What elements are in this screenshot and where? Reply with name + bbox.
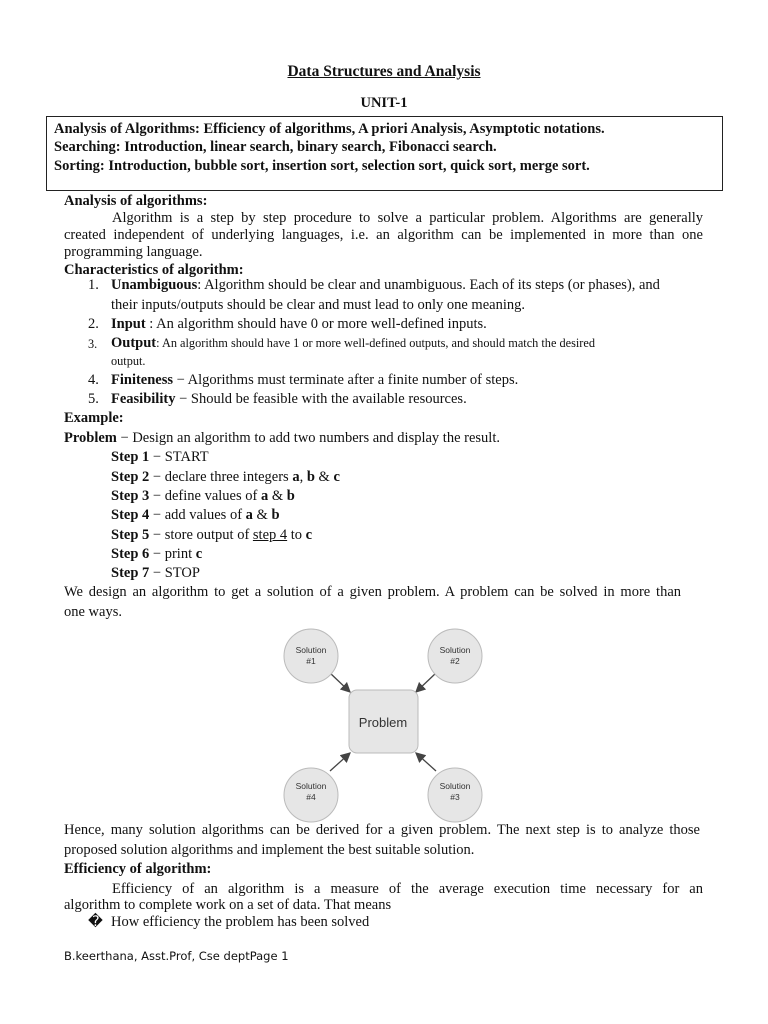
text-span: #1	[306, 656, 316, 666]
text-span: &	[314, 469, 334, 485]
bold-term: b	[306, 469, 315, 485]
text-span: − Algorithms must terminate after a finite number of steps.	[173, 372, 519, 388]
text-span: Solution	[439, 645, 471, 655]
text-span: Solution	[439, 781, 471, 791]
text-span: : An algorithm should have 1 or more well-defined outputs, and should match the desired	[156, 336, 595, 350]
text-span: − Design an algorithm to add two numbers and display the result.	[116, 430, 500, 446]
unit-heading: UNIT-1	[360, 95, 408, 111]
section-heading: Analysis of algorithms:	[64, 193, 208, 209]
list-item-continuation: their inputs/outputs should be clear and must lead to only one meaning.	[111, 297, 525, 313]
text-span: − STOP	[149, 565, 200, 581]
list-number: 4.	[88, 372, 99, 388]
paragraph-line: Efficiency of an algorithm is a measure of the average execution time necessary for an	[112, 881, 703, 897]
section-heading: Efficiency of algorithm:	[64, 861, 212, 877]
text-span: − store output of	[149, 527, 253, 543]
bold-term: b	[271, 507, 280, 523]
list-number: 5.	[88, 391, 99, 407]
bold-term: Feasibility	[111, 391, 176, 407]
bold-term: c	[305, 527, 313, 543]
syllabus-box	[46, 116, 723, 191]
bullet-item: How efficiency the problem has been solved	[111, 914, 370, 930]
text-span: Problem	[358, 715, 408, 730]
step	[111, 507, 280, 524]
list-item	[111, 316, 487, 333]
text-span: − START	[149, 449, 209, 465]
arrow	[330, 673, 350, 692]
text-span: : An algorithm should have 0 or more well-defined inputs.	[145, 316, 487, 332]
list-number: 1.	[88, 277, 99, 293]
problem-statement	[64, 430, 500, 447]
bold-term: a	[260, 488, 269, 504]
text-span: #3	[450, 792, 460, 802]
step	[111, 565, 200, 582]
page-footer: B.keerthana, Asst.Prof, Cse deptPage 1	[64, 949, 289, 963]
paragraph-line: We design an algorithm to get a solution of a given problem. A problem can be solved in more than	[64, 584, 681, 600]
solutions-diagram	[270, 625, 500, 825]
syllabus-line: Searching: Introduction, linear search, binary search, Fibonacci search.	[54, 139, 497, 155]
paragraph-line: programming language.	[64, 244, 203, 260]
bold-term: a	[292, 469, 300, 485]
section-heading: Example:	[64, 410, 124, 426]
bold-term: Finiteness	[111, 372, 174, 388]
text-span: − Should be feasible with the available resources.	[175, 391, 467, 407]
list-number: 2.	[88, 316, 99, 332]
bold-term: c	[195, 546, 203, 562]
bold-term: b	[286, 488, 295, 504]
bold-term: Input	[111, 316, 146, 332]
text-span: to	[287, 527, 306, 543]
bold-term: Step 1	[111, 449, 150, 465]
step	[111, 527, 312, 544]
paragraph-line: created independent of underlying languages, i.e. an algorithm can be implemented in more than one	[64, 227, 703, 243]
paragraph-line: Algorithm is a step by step procedure to solve a particular problem. Algorithms are generally	[112, 210, 703, 226]
bold-term: Step 4	[111, 507, 150, 523]
text-span: &	[252, 507, 272, 523]
list-item	[111, 335, 595, 352]
bold-term: Problem	[64, 430, 117, 446]
arrow	[416, 753, 436, 771]
list-item	[111, 391, 467, 408]
bullet-icon: �	[88, 914, 103, 930]
text-span: Solution	[295, 645, 327, 655]
text-span: : Algorithm should be clear and unambiguous. Each of its steps (or phases), and	[197, 277, 660, 293]
bold-term: Step 5	[111, 527, 150, 543]
bold-term: Output	[111, 335, 157, 351]
arrow	[330, 753, 350, 771]
bold-term: c	[333, 469, 340, 485]
text-span: &	[268, 488, 287, 504]
paragraph-line: proposed solution algorithms and implement the best suitable solution.	[64, 842, 475, 858]
paragraph-line: algorithm to complete work on a set of data. That means	[64, 897, 392, 913]
text-span: − print	[149, 546, 196, 562]
text-span: − add values of	[149, 507, 246, 523]
list-item-continuation: output.	[111, 354, 146, 368]
text-span: #4	[306, 792, 316, 802]
list-item	[111, 372, 518, 389]
text-span: Solution	[295, 781, 327, 791]
text-span: ,	[299, 469, 307, 485]
text-span: #2	[450, 656, 460, 666]
document-title: Data Structures and Analysis	[287, 63, 481, 80]
list-item	[111, 277, 660, 294]
text-span: step 4	[252, 527, 288, 543]
step	[111, 449, 209, 466]
bold-term: Step 6	[111, 546, 150, 562]
bold-term: a	[245, 507, 253, 523]
text-span: − define values of	[149, 488, 261, 504]
step	[111, 488, 295, 505]
paragraph-line: one ways.	[64, 604, 122, 620]
step	[111, 469, 340, 486]
arrow	[416, 673, 436, 692]
syllabus-line: Sorting: Introduction, bubble sort, insertion sort, selection sort, quick sort, merge sort.	[54, 158, 590, 174]
text-span: − declare three integers	[149, 469, 293, 485]
bold-term: Step 7	[111, 565, 150, 581]
bold-term: Step 3	[111, 488, 150, 504]
section-heading: Characteristics of algorithm:	[64, 262, 244, 278]
list-number: 3.	[88, 337, 98, 351]
paragraph-line: Hence, many solution algorithms can be derived for a given problem. The next step is to analyze those	[64, 822, 700, 838]
bold-term: Step 2	[111, 469, 150, 485]
bold-term: Unambiguous	[111, 277, 198, 293]
syllabus-line: Analysis of Algorithms: Efficiency of algorithms, A priori Analysis, Asymptotic notations.	[54, 121, 605, 137]
step	[111, 546, 202, 563]
